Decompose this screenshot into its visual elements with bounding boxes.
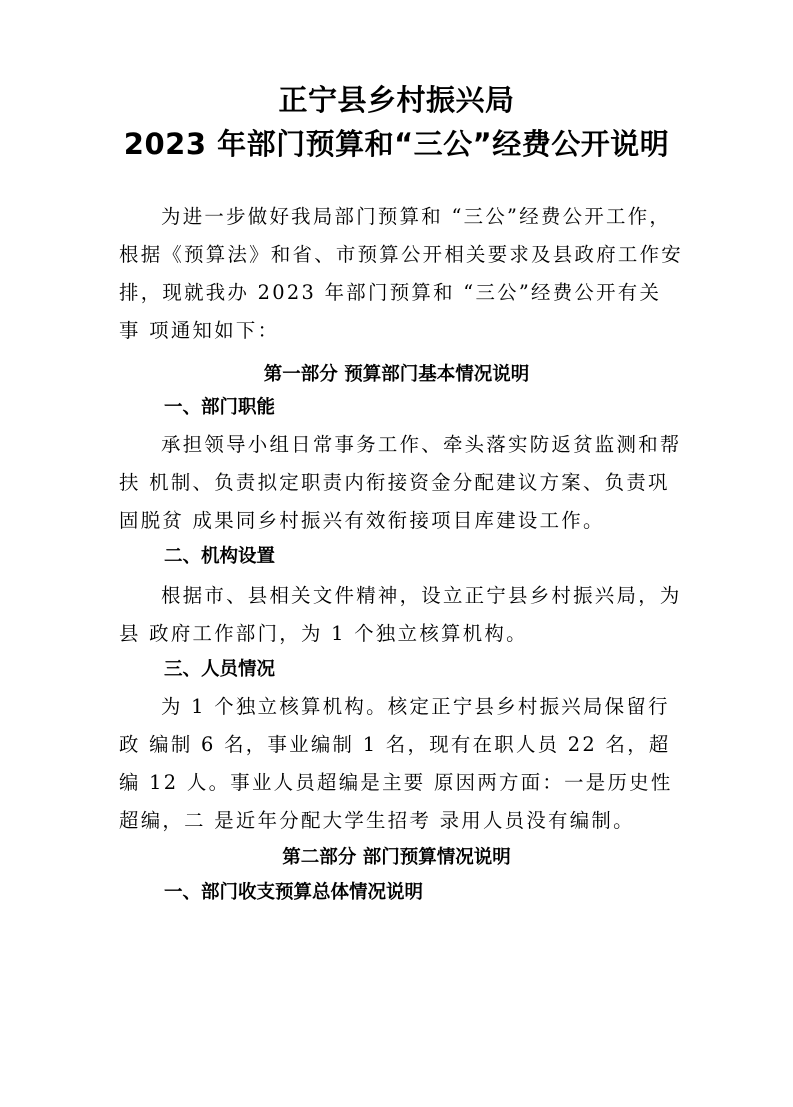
intro-paragraph: [119, 198, 683, 350]
intro-line: 排，现就我办 2023 年部门预算和 “三公”经费公开有关: [119, 281, 662, 304]
section-heading-functions: 一、部门职能: [164, 397, 276, 418]
functions-line: 承担领导小组日常事务工作、牵头落实防返贫监测和帮: [161, 433, 682, 456]
staff-line: 编 12 人。事业人员超编是主要 原因两方面：一是历史性: [119, 771, 673, 794]
functions-line: 固脱贫 成果同乡村振兴有效衔接项目库建设工作。: [119, 509, 605, 532]
intro-line: 为进一步做好我局部门预算和 “三公”经费公开工作，: [161, 205, 672, 228]
functions-line: 扶 机制、负责拟定职责内衔接资金分配建议方案、负责巩: [119, 471, 670, 494]
staff-paragraph: [119, 688, 679, 840]
staff-line: 超编，二 是近年分配大学生招考 录用人员没有编制。: [119, 809, 635, 832]
organization-line: 县 政府工作部门，为 1 个独立核算机构。: [119, 622, 528, 645]
functions-paragraph: [119, 426, 682, 540]
staff-line: 政 编制 6 名，事业编制 1 名，现有在职人员 22 名，超: [119, 733, 671, 756]
document-title-line-1: 正宁县乡村振兴局: [278, 83, 515, 117]
organization-paragraph: [119, 577, 682, 653]
section-heading-organization: 二、机构设置: [164, 546, 276, 567]
intro-line: 根据《预算法》和省、市预算公开相关要求及县政府工作安: [119, 243, 683, 266]
intro-line: 事 项通知如下：: [119, 319, 280, 342]
part1-heading: 第一部分 预算部门基本情况说明: [263, 364, 530, 385]
organization-line: 根据市、县相关文件精神，设立正宁县乡村振兴局，为: [161, 584, 682, 607]
document-title-line-2: 2023 年部门预算和“三公”经费公开说明: [123, 127, 670, 161]
staff-line: 为 1 个独立核算机构。核定正宁县乡村振兴局保留行: [161, 695, 670, 718]
part2-heading: 第二部分 部门预算情况说明: [282, 847, 511, 868]
section-heading-budget-overview: 一、部门收支预算总体情况说明: [164, 882, 424, 903]
section-heading-staff: 三、人员情况: [164, 659, 276, 680]
